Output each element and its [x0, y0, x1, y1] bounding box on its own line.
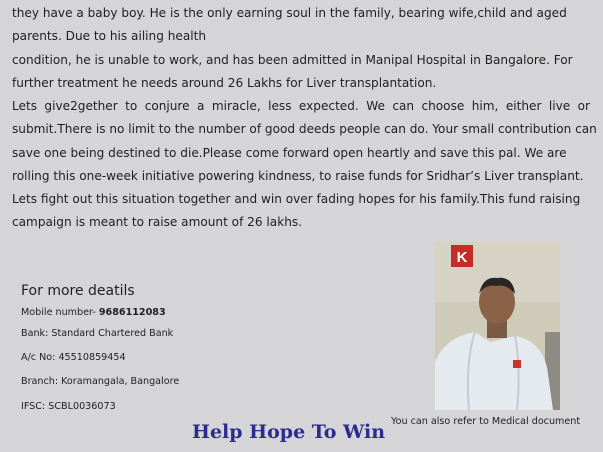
branch-name: Branch: Koramangala, Bangalore — [21, 376, 180, 387]
mobile-label: Mobile number- — [21, 307, 99, 318]
photo-caption: You can also refer to Medical document — [391, 416, 581, 427]
details-heading: For more deatils — [21, 283, 135, 299]
tagline: Help Hope To Win — [192, 421, 386, 443]
story-line: condition, he is unable to work, and has been admitted in Manipal Hospital in Bangalore. For — [12, 53, 573, 67]
story-line: they have a baby boy. He is the only earning soul in the family, bearing wife,child and aged — [12, 6, 567, 20]
ifsc-code: IFSC: SCBL0036073 — [21, 401, 116, 412]
story-line: Lets give2gether to conjure a miracle, less expected. We can choose him, either live or — [12, 99, 590, 113]
account-number: A/c No: 45510859454 — [21, 352, 126, 363]
story-paragraph-3 — [12, 95, 597, 235]
story-line: Lets fight out this situation together and win over fading hopes for his family.This fund raising — [12, 192, 581, 207]
story-paragraph-1 — [12, 2, 567, 49]
story-line: further treatment he needs around 26 Lakhs for Liver transplantation. — [12, 76, 437, 91]
story-line: submit.There is no limit to the number of good deeds people can do. Your small contribution can — [12, 122, 597, 137]
story-line: save one being destined to die.Please come forward open heartly and save this pal. We are — [12, 145, 567, 160]
story-line: rolling this one-week initiative powering kindness, to raise funds for Sridhar’s Liver transplant. — [12, 168, 584, 183]
patient-photo-graphic — [435, 242, 560, 410]
logo-letter: K — [456, 249, 468, 266]
patient-photo — [435, 242, 560, 410]
bank-name: Bank: Standard Chartered Bank — [21, 328, 174, 339]
mobile-value: 9686112083 — [98, 307, 166, 318]
mobile-number — [21, 307, 166, 318]
story-line: campaign is meant to raise amount of 26 lakhs. — [12, 215, 303, 230]
story-line: parents. Due to his ailing health — [12, 29, 207, 44]
story-paragraph-2 — [12, 49, 573, 96]
